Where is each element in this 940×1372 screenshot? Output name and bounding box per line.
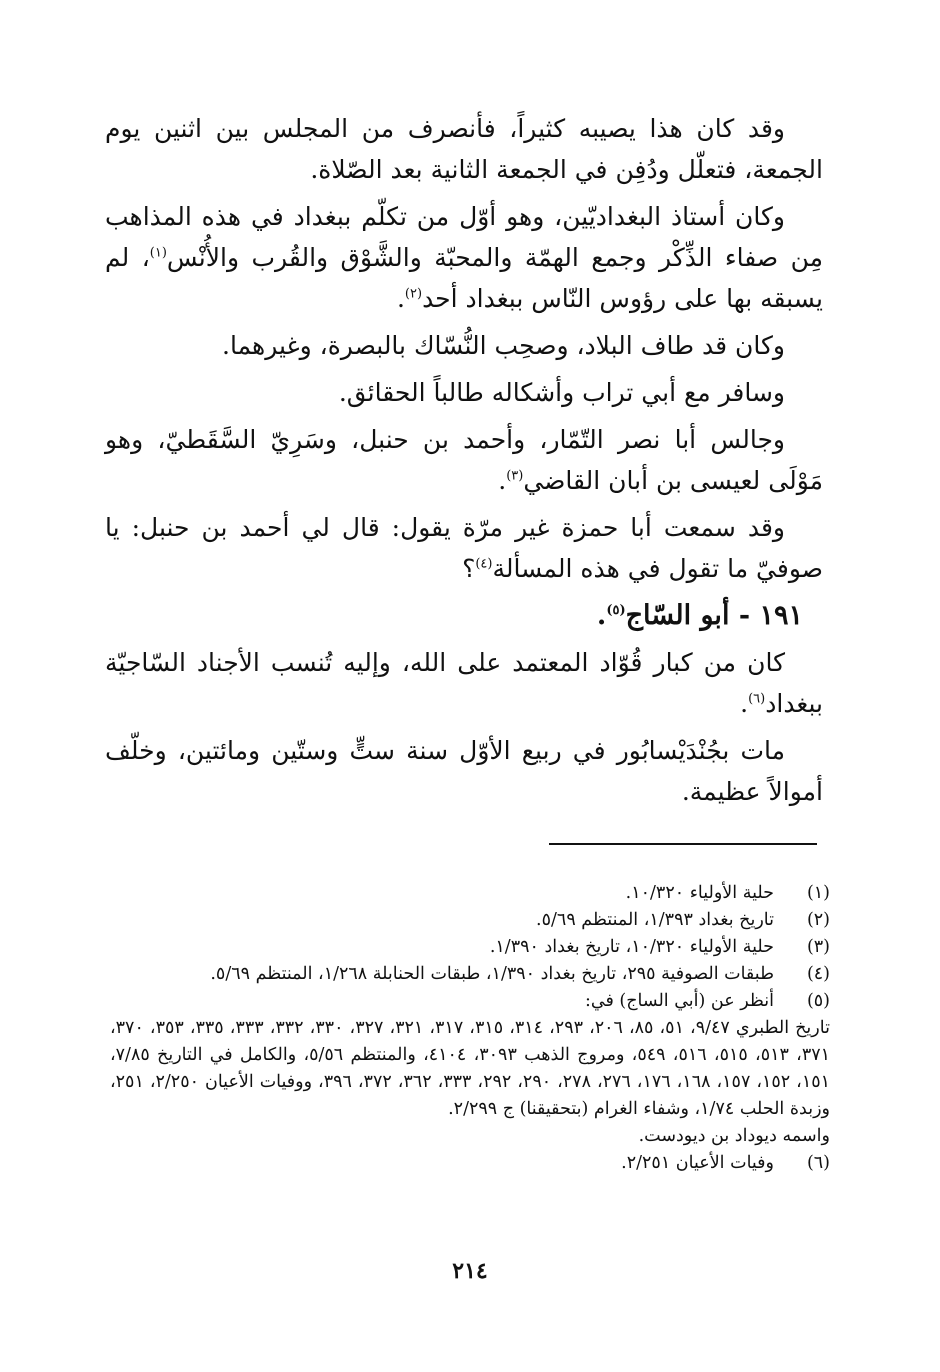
- paragraph: [105, 108, 823, 190]
- footnote-ref: (٣): [506, 468, 524, 484]
- footnote-ref: (٦): [748, 691, 766, 707]
- entry-heading: [105, 595, 823, 636]
- footnote-number: (٣): [806, 937, 830, 957]
- punctuation: .: [396, 284, 405, 313]
- punctuation: .: [498, 466, 507, 495]
- entry-dash: -: [738, 600, 751, 631]
- entry-number: ١٩١: [759, 600, 803, 631]
- paragraph-text: وقد كان هذا يصيبه كثيراً، فأنصرف من المجلس بين اثنين يوم الجمعة، فتعلّل ودُفِن في الجمعة الثانية بعد الصّلاة.: [105, 114, 823, 184]
- paragraph: [105, 419, 823, 501]
- paragraph-text: وجالس أبا نصر التّمّار، وأحمد بن حنبل، وسَرِيّ السَّقَطيّ، وهو مَوْلَى لعيسى بن أبان القاضي: [105, 425, 823, 495]
- page-number: ٢١٤: [452, 1258, 488, 1284]
- footnote-number: (١): [806, 883, 830, 903]
- entry-title: أبو السّاج: [625, 600, 730, 631]
- punctuation: ؟: [462, 554, 476, 583]
- footnote: [110, 880, 830, 907]
- footnote-continuation: واسمه ديوداد بن ديودست.: [638, 1126, 830, 1146]
- footnote-text: أنظر عن (أبي الساج) في:: [584, 991, 774, 1011]
- footnote-text: حلية الأولياء ١٠/٣٢٠، تاريخ بغداد ١/٣٩٠.: [489, 937, 774, 957]
- footnote-number: (٤): [806, 964, 830, 984]
- footnote-ref: (٢): [404, 286, 423, 302]
- footnote-text: حلية الأولياء ١٠/٣٢٠.: [625, 883, 774, 903]
- paragraph-text: مات بجُنْدَيْسابُور في ربيع الأوّل سنة ستٍّ وستّين ومائتين، وخلّف أموالاً عظيمة.: [105, 736, 823, 806]
- footnote: [110, 1150, 830, 1177]
- footnote: [110, 988, 830, 1015]
- footnote-text: تاريخ بغداد ١/٣٩٣، المنتظم ٥/٦٩.: [536, 910, 774, 930]
- paragraph: [105, 325, 823, 366]
- footnote: [110, 961, 830, 988]
- paragraph-text: وسافر مع أبي تراب وأشكاله طالباً الحقائق.: [338, 378, 785, 407]
- paragraph: [105, 642, 823, 724]
- footnote-ref: (٥): [606, 603, 626, 618]
- footnote: [110, 934, 830, 961]
- footnote-number: (٥): [806, 991, 830, 1011]
- paragraph: [105, 507, 823, 589]
- footnote-continuation: تاريخ الطبري ٩/٤٧، ٥١، ٨٥، ٢٠٦، ٢٩٣، ٣١٤، ٣١٥، ٣١٧، ٣٢١، ٣٢٧، ٣٣٠، ٣٣٢، ٣٣٣، ٣٣٥، ٣٥٣، ٣٧٠، ٣٧١، ٥١٣، ٥١٥، ٥١٦، ٥٤٩، ومروج الذهب ٣٠٩٣، ٤١٠٤، والمنتظم ٥/٥٦، والكامل في التاريخ ٧/٨٥، ١٥١، ١٥٢، ١٥٧، ١٦٨، ١٧٦، ٢٧٦، ٢٧٨، ٢٩٠، ٢٩٢، ٣٣٣، ٣٦٢، ٣٧٢، ٣٩٦، ووفيات الأعيان ٢/٢٥٠، ٢٥١، وزبدة الحلب ١/٧٤، وشفاء الغرام (بتحقيقنا) ج ٢/٢٩٩.: [110, 1018, 831, 1119]
- paragraph: [105, 372, 823, 413]
- footnote-text: وفيات الأعيان ٢/٢٥١.: [621, 1153, 774, 1173]
- footnote-ref: (٤): [475, 556, 493, 572]
- footnotes: [110, 880, 830, 1177]
- main-text: [105, 108, 823, 818]
- footnote-number: (٦): [806, 1153, 830, 1173]
- punctuation: .: [740, 689, 749, 718]
- footnote-text: طبقات الصوفية ٢٩٥، تاريخ بغداد ١/٣٩٠، طبقات الحنابلة ١/٢٦٨، المنتظم ٥/٦٩.: [210, 964, 774, 984]
- paragraph-text: كان من كبار قُوّاد المعتمد على الله، وإليه تُنسب الأجناد السّاجيّة ببغداد: [105, 648, 823, 718]
- punctuation: .: [596, 600, 607, 631]
- paragraph-text: وكان أستاذ البغداديّين، وهو أوّل من تكلّم ببغداد في هذه المذاهب مِن صفاء الذِّكْر وجمع الهمّة والمحبّة والشَّوْق والقُرب والأُنْس: [105, 202, 823, 272]
- paragraph-text: ، لم يسبقه بها على رؤوس النّاس ببغداد أحد: [105, 243, 823, 313]
- paragraph-text: وقد سمعت أبا حمزة غير مرّة يقول: قال لي أحمد بن حنبل: يا صوفيّ ما تقول في هذه المسألة: [105, 513, 823, 583]
- footnote-ref: (١): [149, 245, 167, 261]
- footnote-separator: [549, 843, 817, 845]
- paragraph: [105, 730, 823, 812]
- paragraph-text: وكان قد طاف البلاد، وصحِب النُّسّاك بالبصرة، وغيرهما.: [222, 331, 785, 360]
- footnote: [110, 907, 830, 934]
- footnote-number: (٢): [806, 910, 830, 930]
- paragraph: [105, 196, 823, 319]
